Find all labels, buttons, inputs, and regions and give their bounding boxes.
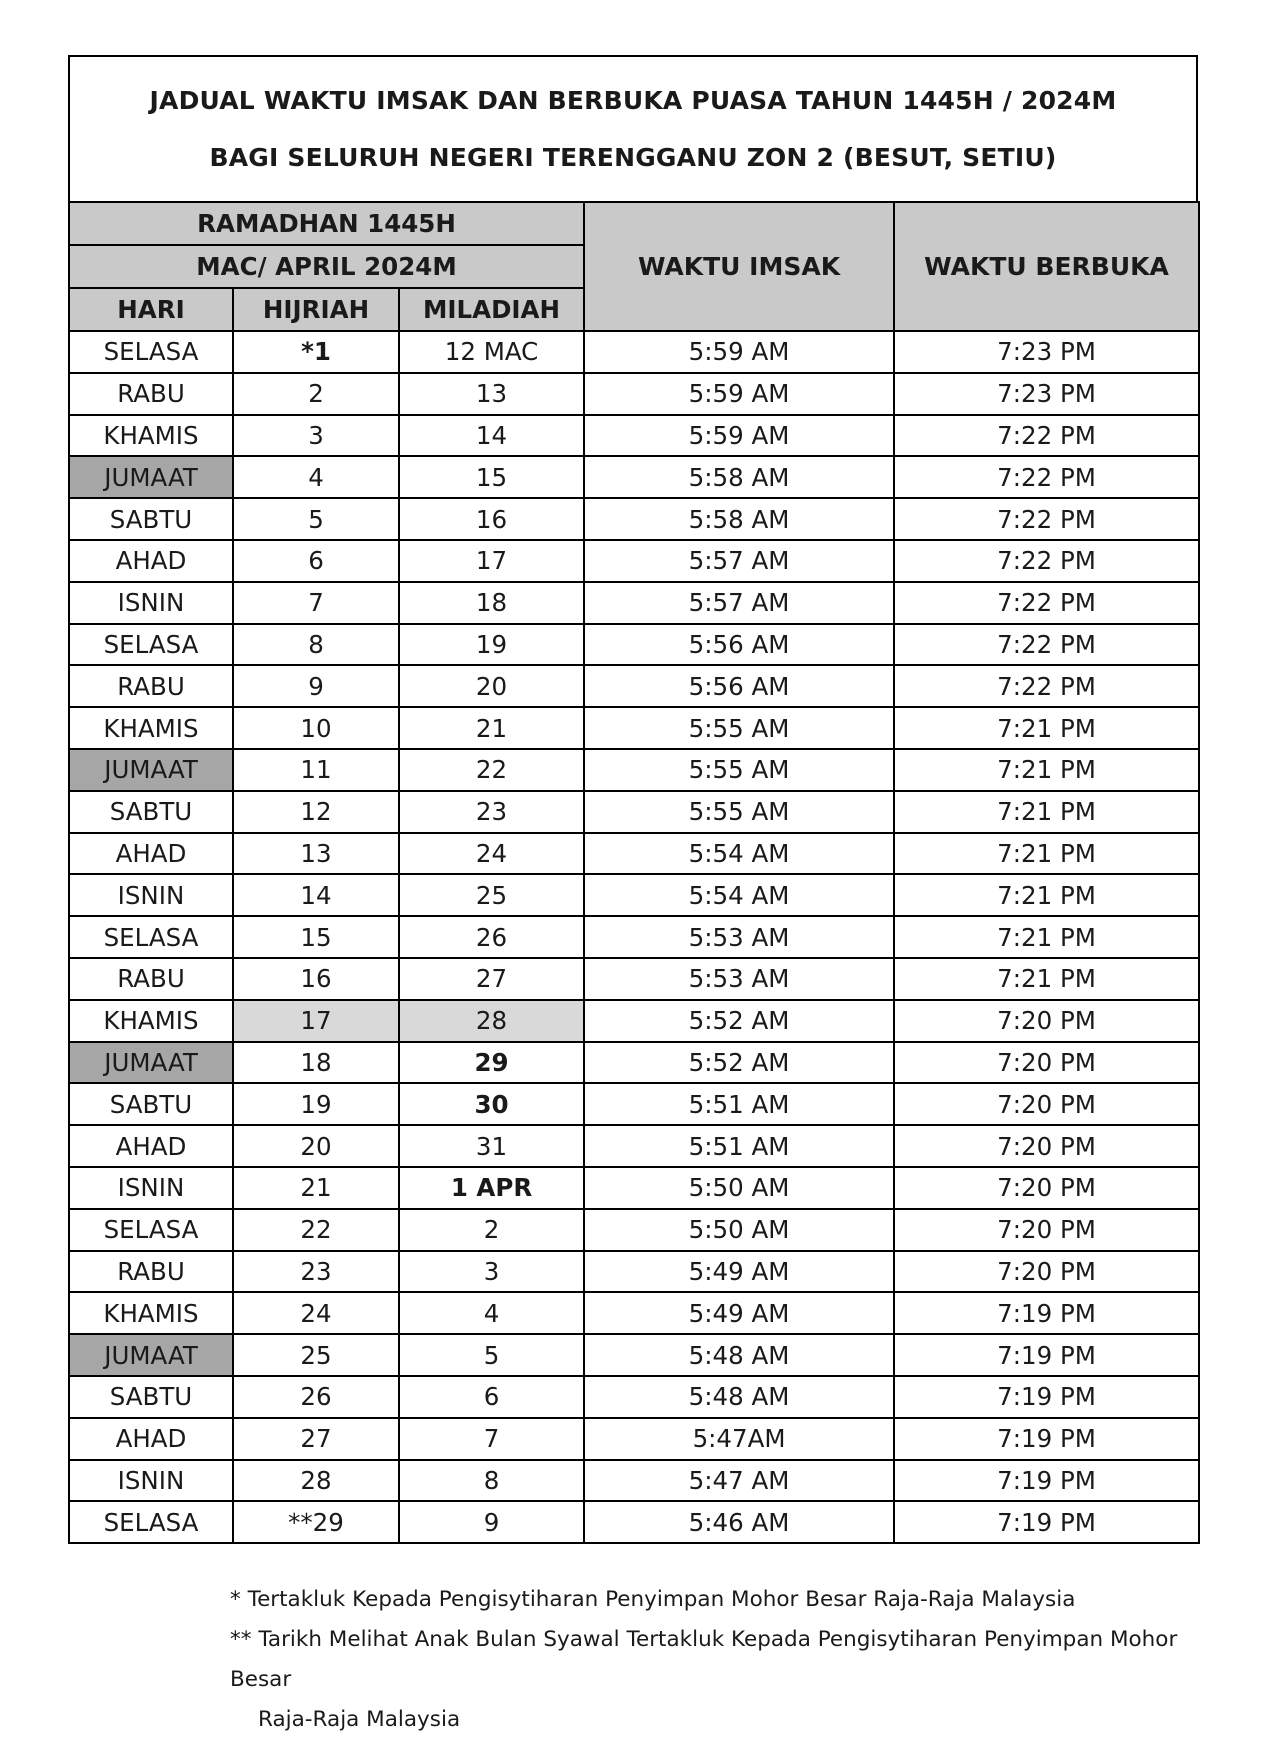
cell-hari: SELASA <box>69 1209 233 1251</box>
table-row <box>69 1167 1199 1209</box>
table-row <box>69 540 1199 582</box>
cell-hijriah: 11 <box>233 749 399 791</box>
table-row <box>69 1083 1199 1125</box>
cell-berbuka: 7:21 PM <box>894 958 1199 1000</box>
cell-hari: AHAD <box>69 1418 233 1460</box>
cell-miladiah: 17 <box>399 540 584 582</box>
cell-imsak: 5:47 AM <box>584 1460 894 1502</box>
footnote-2: ** Tarikh Melihat Anak Bulan Syawal Tertakluk Kepada Pengisytiharan Penyimpan Mohor Besar <box>230 1627 1178 1692</box>
cell-imsak: 5:51 AM <box>584 1125 894 1167</box>
table-row <box>69 1125 1199 1167</box>
schedule-rows <box>69 331 1199 1543</box>
cell-hari: SELASA <box>69 624 233 666</box>
cell-hari: RABU <box>69 373 233 415</box>
cell-imsak: 5:51 AM <box>584 1083 894 1125</box>
cell-berbuka: 7:19 PM <box>894 1292 1199 1334</box>
cell-imsak: 5:50 AM <box>584 1209 894 1251</box>
table-row <box>69 624 1199 666</box>
cell-miladiah: 25 <box>399 874 584 916</box>
cell-imsak: 5:49 AM <box>584 1292 894 1334</box>
cell-imsak: 5:48 AM <box>584 1376 894 1418</box>
cell-berbuka: 7:22 PM <box>894 665 1199 707</box>
cell-miladiah: 6 <box>399 1376 584 1418</box>
cell-berbuka: 7:20 PM <box>894 1042 1199 1084</box>
cell-hijriah: 25 <box>233 1334 399 1376</box>
cell-hari: SABTU <box>69 791 233 833</box>
table-row <box>69 1501 1199 1543</box>
table-row <box>69 1000 1199 1042</box>
cell-miladiah: 18 <box>399 582 584 624</box>
cell-hijriah: 17 <box>233 1000 399 1042</box>
timetable-sheet <box>68 55 1198 1544</box>
cell-hijriah: 9 <box>233 665 399 707</box>
cell-berbuka: 7:23 PM <box>894 373 1199 415</box>
cell-berbuka: 7:20 PM <box>894 1167 1199 1209</box>
cell-hari: ISNIN <box>69 874 233 916</box>
cell-hijriah: 24 <box>233 1292 399 1334</box>
cell-berbuka: 7:19 PM <box>894 1376 1199 1418</box>
table-row <box>69 415 1199 457</box>
cell-miladiah: 29 <box>399 1042 584 1084</box>
cell-berbuka: 7:20 PM <box>894 1125 1199 1167</box>
cell-imsak: 5:58 AM <box>584 498 894 540</box>
cell-hijriah: 6 <box>233 540 399 582</box>
cell-berbuka: 7:19 PM <box>894 1501 1199 1543</box>
header-ramadhan: RAMADHAN 1445H <box>69 202 584 245</box>
cell-hari: AHAD <box>69 1125 233 1167</box>
cell-miladiah: 30 <box>399 1083 584 1125</box>
cell-hijriah: 3 <box>233 415 399 457</box>
cell-berbuka: 7:21 PM <box>894 749 1199 791</box>
cell-imsak: 5:59 AM <box>584 373 894 415</box>
table-row <box>69 791 1199 833</box>
cell-hari: AHAD <box>69 833 233 875</box>
table-row <box>69 833 1199 875</box>
cell-berbuka: 7:23 PM <box>894 331 1199 373</box>
cell-imsak: 5:55 AM <box>584 707 894 749</box>
cell-imsak: 5:52 AM <box>584 1042 894 1084</box>
cell-berbuka: 7:19 PM <box>894 1460 1199 1502</box>
header-hari: HARI <box>69 288 233 331</box>
cell-hari: KHAMIS <box>69 1000 233 1042</box>
table-row <box>69 1042 1199 1084</box>
header-miladiah: MILADIAH <box>399 288 584 331</box>
cell-imsak: 5:55 AM <box>584 791 894 833</box>
cell-imsak: 5:57 AM <box>584 540 894 582</box>
cell-berbuka: 7:21 PM <box>894 916 1199 958</box>
cell-miladiah: 27 <box>399 958 584 1000</box>
title-line-1: JADUAL WAKTU IMSAK DAN BERBUKA PUASA TAHUN 1445H / 2024M <box>149 86 1117 115</box>
cell-hijriah: 20 <box>233 1125 399 1167</box>
table-row <box>69 582 1199 624</box>
cell-hari: KHAMIS <box>69 415 233 457</box>
table-row <box>69 1292 1199 1334</box>
cell-miladiah: 22 <box>399 749 584 791</box>
cell-hari: RABU <box>69 958 233 1000</box>
cell-hijriah: 28 <box>233 1460 399 1502</box>
table-row <box>69 331 1199 373</box>
table-row <box>69 874 1199 916</box>
cell-imsak: 5:56 AM <box>584 624 894 666</box>
cell-berbuka: 7:21 PM <box>894 833 1199 875</box>
cell-hijriah: 14 <box>233 874 399 916</box>
cell-hijriah: 21 <box>233 1167 399 1209</box>
cell-imsak: 5:59 AM <box>584 415 894 457</box>
header-hijriah: HIJRIAH <box>233 288 399 331</box>
cell-hari: SELASA <box>69 916 233 958</box>
cell-hari: SELASA <box>69 1501 233 1543</box>
cell-berbuka: 7:22 PM <box>894 456 1199 498</box>
title-box <box>68 55 1198 201</box>
cell-miladiah: 8 <box>399 1460 584 1502</box>
cell-hijriah: 2 <box>233 373 399 415</box>
cell-hari: JUMAAT <box>69 456 233 498</box>
table-row <box>69 1418 1199 1460</box>
cell-miladiah: 16 <box>399 498 584 540</box>
cell-hijriah: 26 <box>233 1376 399 1418</box>
cell-berbuka: 7:22 PM <box>894 624 1199 666</box>
cell-hijriah: 22 <box>233 1209 399 1251</box>
table-row <box>69 1251 1199 1293</box>
footnote-2-continued: Raja-Raja Malaysia <box>258 1707 461 1732</box>
cell-miladiah: 2 <box>399 1209 584 1251</box>
cell-hari: AHAD <box>69 540 233 582</box>
table-row <box>69 456 1199 498</box>
cell-hijriah: 19 <box>233 1083 399 1125</box>
cell-hari: RABU <box>69 1251 233 1293</box>
cell-miladiah: 26 <box>399 916 584 958</box>
cell-hijriah: *1 <box>233 331 399 373</box>
table-row <box>69 1209 1199 1251</box>
cell-hari: JUMAAT <box>69 749 233 791</box>
cell-hari: ISNIN <box>69 1167 233 1209</box>
cell-miladiah: 13 <box>399 373 584 415</box>
cell-berbuka: 7:19 PM <box>894 1334 1199 1376</box>
cell-miladiah: 12 MAC <box>399 331 584 373</box>
cell-miladiah: 15 <box>399 456 584 498</box>
cell-hijriah: 16 <box>233 958 399 1000</box>
table-row <box>69 665 1199 707</box>
cell-miladiah: 28 <box>399 1000 584 1042</box>
cell-hijriah: 23 <box>233 1251 399 1293</box>
cell-hari: JUMAAT <box>69 1042 233 1084</box>
cell-imsak: 5:50 AM <box>584 1167 894 1209</box>
cell-miladiah: 3 <box>399 1251 584 1293</box>
cell-imsak: 5:56 AM <box>584 665 894 707</box>
header-mac-april: MAC/ APRIL 2024M <box>69 245 584 288</box>
table-row <box>69 498 1199 540</box>
cell-berbuka: 7:20 PM <box>894 1000 1199 1042</box>
cell-hari: SABTU <box>69 1376 233 1418</box>
title-line-2: BAGI SELURUH NEGERI TERENGGANU ZON 2 (BESUT, SETIU) <box>209 143 1057 172</box>
cell-miladiah: 31 <box>399 1125 584 1167</box>
cell-berbuka: 7:22 PM <box>894 498 1199 540</box>
cell-hijriah: 18 <box>233 1042 399 1084</box>
table-row <box>69 749 1199 791</box>
cell-imsak: 5:52 AM <box>584 1000 894 1042</box>
cell-hijriah: 15 <box>233 916 399 958</box>
cell-miladiah: 5 <box>399 1334 584 1376</box>
cell-hari: KHAMIS <box>69 707 233 749</box>
cell-hijriah: 8 <box>233 624 399 666</box>
cell-berbuka: 7:21 PM <box>894 874 1199 916</box>
cell-miladiah: 24 <box>399 833 584 875</box>
cell-hijriah: 7 <box>233 582 399 624</box>
cell-miladiah: 19 <box>399 624 584 666</box>
header-waktu-berbuka: WAKTU BERBUKA <box>894 202 1199 331</box>
cell-miladiah: 1 APR <box>399 1167 584 1209</box>
schedule-table <box>68 201 1200 1544</box>
cell-imsak: 5:54 AM <box>584 874 894 916</box>
table-row <box>69 1460 1199 1502</box>
cell-miladiah: 20 <box>399 665 584 707</box>
cell-imsak: 5:46 AM <box>584 1501 894 1543</box>
cell-hari: ISNIN <box>69 1460 233 1502</box>
cell-berbuka: 7:21 PM <box>894 791 1199 833</box>
table-row <box>69 707 1199 749</box>
cell-hijriah: 4 <box>233 456 399 498</box>
cell-hari: SABTU <box>69 1083 233 1125</box>
cell-hijriah: 27 <box>233 1418 399 1460</box>
cell-berbuka: 7:22 PM <box>894 540 1199 582</box>
cell-berbuka: 7:20 PM <box>894 1083 1199 1125</box>
cell-berbuka: 7:22 PM <box>894 582 1199 624</box>
cell-hijriah: 10 <box>233 707 399 749</box>
cell-hari: JUMAAT <box>69 1334 233 1376</box>
cell-imsak: 5:49 AM <box>584 1251 894 1293</box>
cell-imsak: 5:53 AM <box>584 916 894 958</box>
cell-miladiah: 23 <box>399 791 584 833</box>
cell-imsak: 5:57 AM <box>584 582 894 624</box>
cell-miladiah: 14 <box>399 415 584 457</box>
cell-hari: SELASA <box>69 331 233 373</box>
cell-hijriah: 5 <box>233 498 399 540</box>
table-row <box>69 373 1199 415</box>
cell-hari: ISNIN <box>69 582 233 624</box>
cell-imsak: 5:53 AM <box>584 958 894 1000</box>
cell-imsak: 5:59 AM <box>584 331 894 373</box>
cell-berbuka: 7:20 PM <box>894 1251 1199 1293</box>
cell-berbuka: 7:21 PM <box>894 707 1199 749</box>
table-row <box>69 958 1199 1000</box>
cell-hari: KHAMIS <box>69 1292 233 1334</box>
table-row <box>69 1376 1199 1418</box>
cell-hijriah: 12 <box>233 791 399 833</box>
cell-hari: SABTU <box>69 498 233 540</box>
cell-imsak: 5:55 AM <box>584 749 894 791</box>
cell-miladiah: 4 <box>399 1292 584 1334</box>
cell-miladiah: 7 <box>399 1418 584 1460</box>
footnote-1: * Tertakluk Kepada Pengisytiharan Penyimpan Mohor Besar Raja-Raja Malaysia <box>230 1587 1076 1612</box>
cell-hijriah: **29 <box>233 1501 399 1543</box>
cell-imsak: 5:58 AM <box>584 456 894 498</box>
cell-berbuka: 7:22 PM <box>894 415 1199 457</box>
cell-miladiah: 21 <box>399 707 584 749</box>
footnotes <box>230 1580 1230 1740</box>
cell-berbuka: 7:20 PM <box>894 1209 1199 1251</box>
cell-berbuka: 7:19 PM <box>894 1418 1199 1460</box>
table-row <box>69 916 1199 958</box>
table-row <box>69 1334 1199 1376</box>
cell-hijriah: 13 <box>233 833 399 875</box>
cell-imsak: 5:47AM <box>584 1418 894 1460</box>
cell-imsak: 5:54 AM <box>584 833 894 875</box>
cell-miladiah: 9 <box>399 1501 584 1543</box>
cell-imsak: 5:48 AM <box>584 1334 894 1376</box>
header-waktu-imsak: WAKTU IMSAK <box>584 202 894 331</box>
cell-hari: RABU <box>69 665 233 707</box>
